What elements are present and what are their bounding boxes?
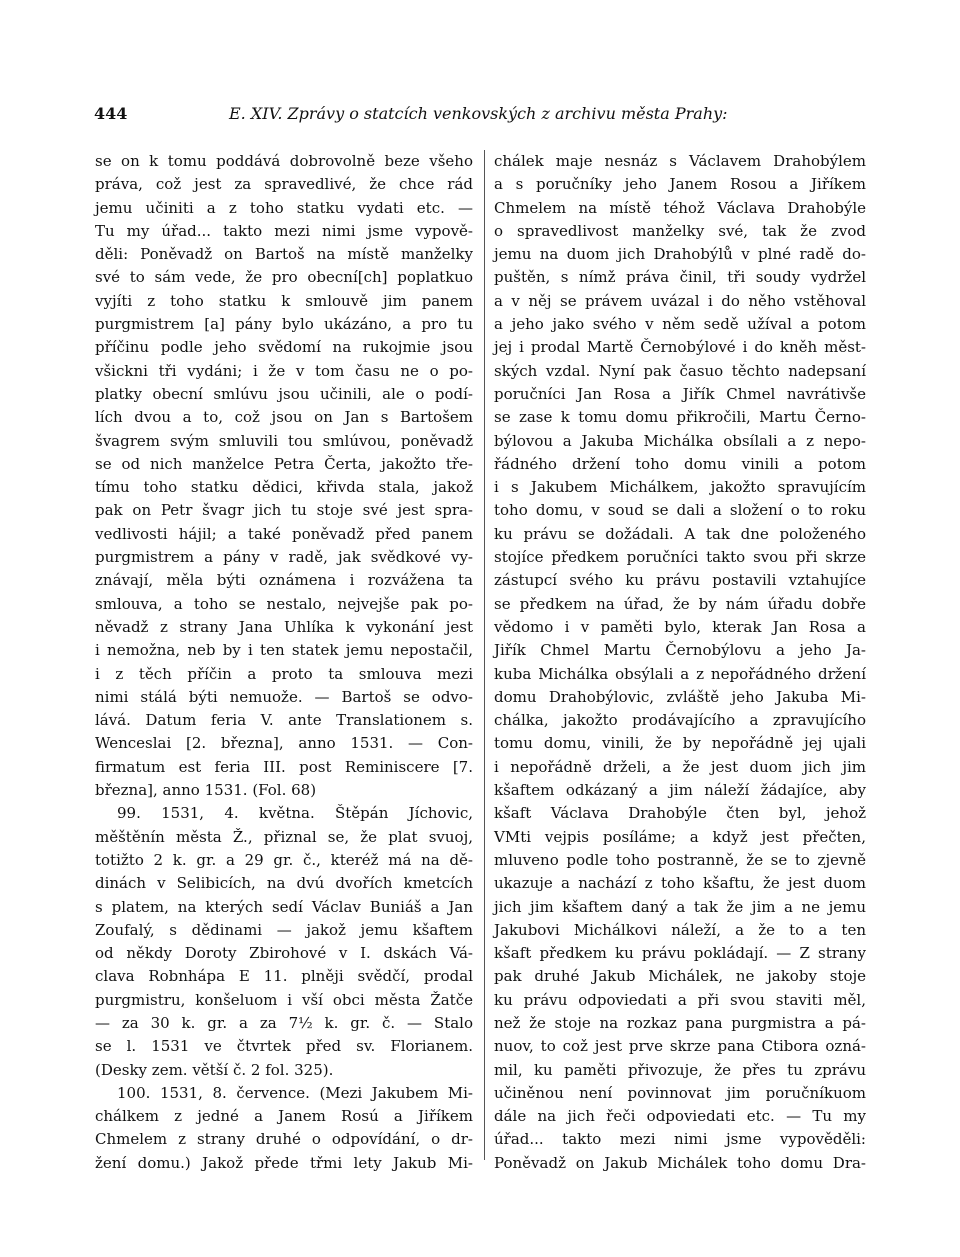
text-line: firmatum est feria III. post Reminiscere [7. [95,757,473,776]
text-line: VMti vejpis posíláme; a když jest přečten, [494,827,866,846]
text-line: platky obecní smlúvu jsou učinili, ale o podí- [95,384,473,403]
text-line: ku právu odpoviedati a při svou staviti měl, [494,990,866,1009]
text-line: (Desky zem. větší č. 2 fol. 325). [95,1060,334,1079]
text-line: — za 30 k. gr. a za 7½ k. gr. č. — Stalo [95,1013,473,1032]
text-line: lích dvou a to, což jsou on Jan s Bartošem [95,408,473,427]
text-line: švagrem svým smluvili tou smlúvou, poněvadž [95,431,473,450]
text-line: dinách v Selibicích, na dvú dvořích kmetcích [95,874,473,893]
text-line: smlouva, a toho se nestalo, nejvejše pak po- [95,594,473,613]
text-line: lává. Datum feria V. ante Translationem s. [95,711,473,730]
text-line: Jakubovi Michálkovi náleží, a že to a ten [494,920,866,939]
text-line: purgmistrem a pány v radě, jak svědkové vy- [95,548,473,567]
text-line: a jeho jako svého v něm sedě užíval a potom [494,315,866,334]
text-line: chálka, jakožto prodávajícího a zpravujícího [494,711,866,730]
text-line: Chmelem z strany druhé o odpovídání, o dr- [95,1130,473,1149]
text-line: o spravedlivost manželky své, tak že zvod [494,221,866,240]
text-line: clava Robnhápa E 11. plněji svědčí, prodal [95,967,473,986]
text-line: se předkem na úřad, že by nám úřadu dobře [494,594,866,613]
text-line: řádného držení toho domu vinili a potom [494,454,866,473]
text-line: mluveno podle toho postranně, že se to zjevně [494,850,866,869]
text-line: vědomo i v paměti bylo, kterak Jan Rosa a [494,617,866,636]
text-line: všickni tři vydáni; i že v tom času ne o po- [95,361,473,380]
text-line: mil, ku paměti přivozuje, že přes tu zprávu [494,1060,866,1079]
text-line: chálkem z jedné a Janem Rosú a Jiříkem [95,1107,473,1126]
text-line: od někdy Doroty Zbirohové v I. dskách Vá- [95,944,473,963]
text-line: učiněnou není povinnovat jim poručníkuom [494,1083,866,1102]
text-line: kuba Michálka obsýlali a z nepořádného držení [494,664,866,683]
text-line: toho domu, v soud se dali a složení o to roku [494,501,866,520]
text-line: než že stoje na rozkaz pana purgmistra a pá- [494,1013,866,1032]
text-line: i s Jakubem Michálkem, jakožto spravujícím [494,478,866,497]
text-line: pak druhé Jakub Michálek, ne jakoby stoje [494,967,866,986]
text-line: Wenceslai [2. března], anno 1531. — Con- [95,734,473,753]
text-line: nuov, to což jest prve skrze pana Ctibora ozná- [494,1037,866,1056]
text-line: i nepořádně drželi, a že jest duom jich jim [494,757,866,776]
text-line: Zoufalý, s dědinami — jakož jemu kšaftem [95,920,473,939]
page-number: 444 [94,104,128,123]
text-line: stojíce předkem poručníci takto svou při skrze [494,548,866,567]
text-line: pak on Petr švagr jich tu stoje své jest spra- [95,501,473,520]
text-line: ských vzdal. Nyní pak časuo těchto nadepsaní [494,361,866,380]
text-line: Tu my úřad... takto mezi nimi jsme vypově- [95,221,473,240]
text-line: chálek maje nesnáz s Václavem Drahobýlem [494,152,866,170]
text-line: 100. 1531, 8. července. (Mezi Jakubem Mi- [117,1083,473,1102]
right-column [494,150,866,1175]
text-line: ku právu se dožádali. A tak dne položeného [494,524,866,543]
text-line: a v něj se právem uvázal i do něho vstěhoval [494,291,866,310]
text-line: své to sám vede, že pro obecní[ch] poplatkuo [95,268,473,287]
text-line: kšaft Václava Drahobýle čten byl, jehož [494,804,866,823]
text-line: domu Drahobýlovic, zvláště jeho Jakuba Mi- [494,687,866,706]
text-line: jich jim kšaftem daný a tak že jim a ne jemu [494,897,866,916]
text-line: znávají, měla býti oznámena i rozvážena ta [95,571,473,590]
column-divider [484,150,485,1160]
text-line: jemu na duom jich Drahobýlů v plné radě do- [494,245,866,264]
text-line: děli: Poněvadž on Bartoš na místě manželky [95,245,473,264]
text-line: totižto 2 k. gr. a 29 gr. č., kteréž má na dě- [95,850,473,869]
text-line: býlovou a Jakuba Michálka obsílali a z nepo- [494,431,866,450]
text-line: kšaftem odkázaný a jim náleží žádajíce, aby [494,781,866,800]
text-line: zástupcí svého ku právu postavili vztahujíce [494,571,866,590]
text-line: něvadž z strany Jana Uhlíka k vykonání jest [95,617,473,636]
text-line: Chmelem na místě téhož Václava Drahobýle [494,198,866,217]
text-line: tímu toho statku dědici, křivda stala, jakož [95,478,473,497]
text-line: vedlivosti hájil; a také poněvadž před panem [95,524,473,543]
left-column [95,150,473,1175]
text-line: Jiřík Chmel Martu Černobýlovu a jeho Ja- [494,641,866,660]
text-line: příčinu podle jeho svědomí na rukojmie jsou [95,338,473,357]
text-line: měštěnín města Ž., přiznal se, že plat svuoj, [95,827,473,846]
text-line: se od nich manželce Petra Čerta, jakožto tře- [95,454,473,473]
text-line: kšaft předkem ku právu pokládají. — Z strany [494,944,866,963]
text-line: úřad... takto mezi nimi jsme vypověděli: [494,1130,866,1149]
text-line: žení domu.) Jakož přede třmi lety Jakub Mi- [95,1153,473,1172]
text-line: purgmistrem [a] pány bylo ukázáno, a pro tu [95,315,473,334]
text-line: se l. 1531 ve čtvrtek před sv. Florianem. [95,1037,473,1056]
running-header [94,104,884,128]
text-line: vyjíti z toho statku k smlouvě jim panem [95,291,473,310]
text-line: jej i prodal Martě Černobýlové i do kněh měst- [494,338,866,357]
text-line: se on k tomu poddává dobrovolně beze všeho [95,152,473,170]
text-line: nimi stálá býti nemuože. — Bartoš se odvo- [95,687,473,706]
text-line: se zase k tomu domu přikročili, Martu Černo- [494,408,866,427]
text-line: dále na jich řeči odpoviedati etc. — Tu my [494,1107,866,1126]
text-line: práva, což jest za spravedlivé, že chce rád [95,175,473,194]
text-line: ukazuje a nachází z toho kšaftu, že jest duom [494,874,866,893]
running-title: E. XIV. Zprávy o statcích venkovských z archivu města Prahy: [229,104,728,123]
text-line: puštěn, s nímž práva činil, tři soudy vydržel [494,268,866,287]
text-line: 99. 1531, 4. května. Štěpán Jíchovic, [117,804,473,823]
text-line: s platem, na kterých sedí Václav Buniáš a Jan [95,897,473,916]
text-line: března], anno 1531. (Fol. 68) [95,781,317,800]
text-line: jemu učiniti a z toho statku vydati etc. — [95,198,473,217]
text-line: poručníci Jan Rosa a Jiřík Chmel navrátivše [494,384,866,403]
text-line: a s poručníky jeho Janem Rosou a Jiříkem [494,175,866,194]
text-line: tomu domu, vinili, že by nepořádně jej ujali [494,734,866,753]
text-line: purgmistru, konšeluom i vší obci města Žatče [95,990,473,1009]
text-line: Poněvadž on Jakub Michálek toho domu Dra- [494,1153,866,1172]
text-line: i nemožna, neb by i ten statek jemu nepostačil, [95,641,473,660]
text-line: i z těch příčin a proto ta smlouva mezi [95,664,473,683]
